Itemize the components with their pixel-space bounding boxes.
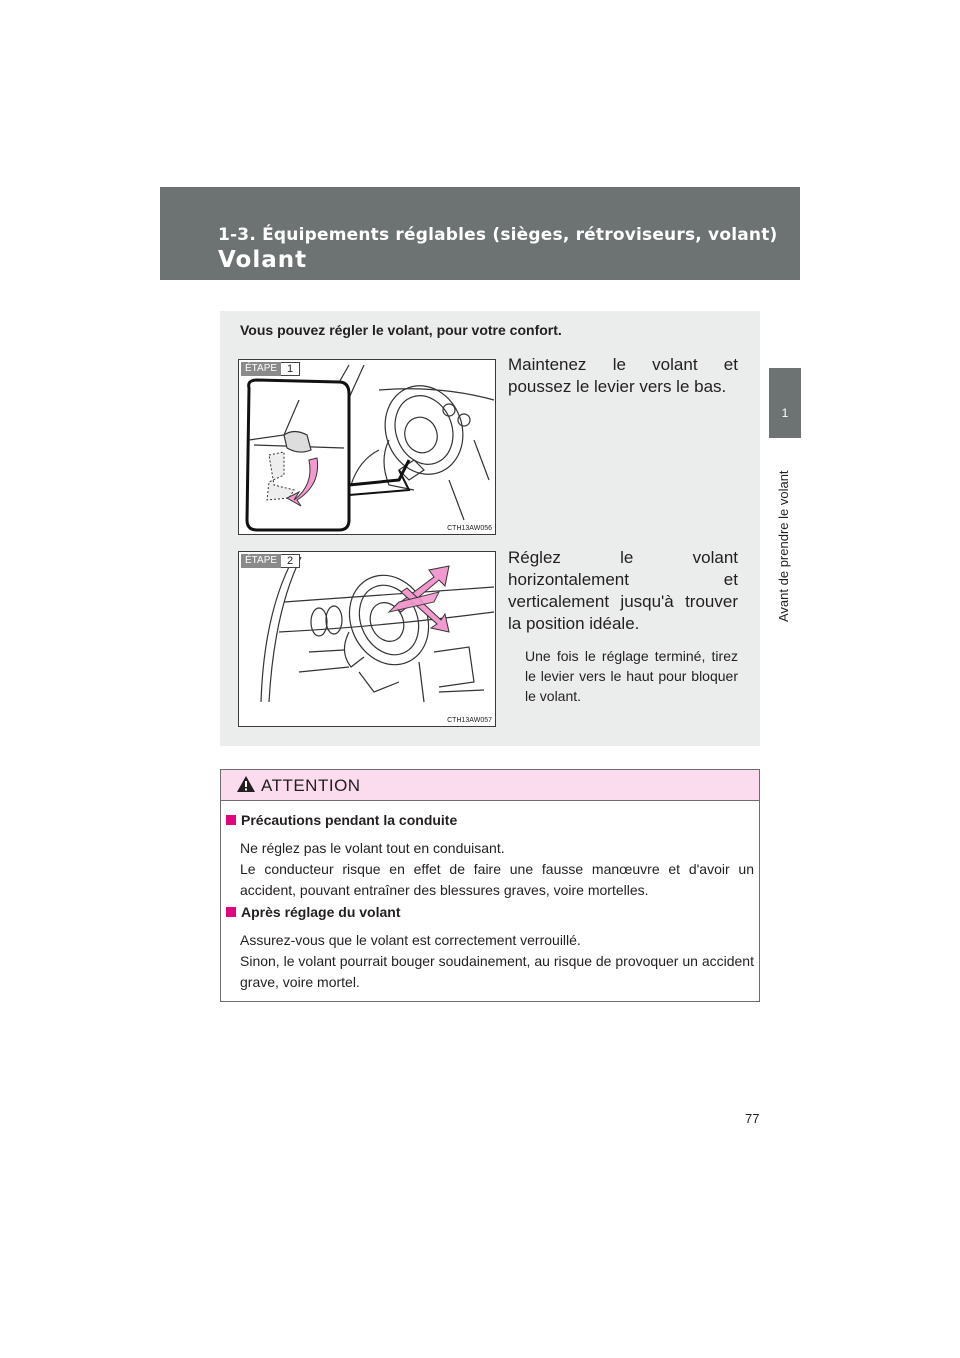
step-2-note: Une fois le réglage terminé, tirez le levier vers le haut pour bloquer le volant. bbox=[525, 648, 738, 704]
steering-adjust-illustration bbox=[239, 552, 495, 726]
warning-heading bbox=[226, 812, 457, 828]
chapter-label: Avant de prendre le volant bbox=[776, 470, 791, 622]
step-badge-number: 1 bbox=[281, 362, 300, 376]
warning-heading-text: Précautions pendant la conduite bbox=[241, 812, 458, 828]
warning-paragraph: Le conducteur risque en effet de faire une fausse manœuvre et d'avoir un accident, pouvant entraîner des blessures graves, voire mortelles. bbox=[240, 861, 754, 898]
chapter-number: 1 bbox=[781, 406, 789, 420]
warning-header bbox=[221, 770, 759, 801]
warning-box bbox=[220, 769, 760, 1002]
step-badge-1 bbox=[241, 362, 300, 376]
step-badge-label: ÉTAPE bbox=[241, 554, 281, 568]
warning-triangle-icon bbox=[236, 775, 256, 793]
figure-code: CTH13AW057 bbox=[447, 717, 492, 724]
section-title: 1-3. Équipements réglables (sièges, rétroviseurs, volant) bbox=[218, 225, 778, 245]
page-title: Volant bbox=[218, 247, 308, 273]
warning-heading-text: Après réglage du volant bbox=[241, 904, 401, 920]
step-1-text: Maintenez le volant et poussez le levier vers le bas. bbox=[508, 355, 738, 396]
warning-paragraph: Sinon, le volant pourrait bouger soudainement, au risque de provoquer un accident grave, voire mortel. bbox=[240, 953, 754, 990]
warning-title: ATTENTION bbox=[261, 776, 361, 795]
figure-code: CTH13AW056 bbox=[447, 525, 492, 532]
figure-step-2 bbox=[238, 551, 496, 727]
step-badge-number: 2 bbox=[281, 554, 300, 568]
warning-paragraph: Assurez-vous que le volant est correctement verrouillé. bbox=[240, 932, 581, 948]
bullet-square-icon bbox=[226, 815, 236, 825]
warning-paragraph: Ne réglez pas le volant tout en conduisant. bbox=[240, 840, 505, 856]
chapter-tab bbox=[769, 368, 801, 438]
section-header bbox=[160, 187, 800, 280]
step-2-text: Réglez le volant horizontalement et verticalement jusqu'à trouver la position idéale. bbox=[508, 548, 738, 633]
bullet-square-icon bbox=[226, 907, 236, 917]
warning-heading bbox=[226, 904, 400, 920]
page-number: 77 bbox=[745, 1111, 760, 1126]
figure-step-1 bbox=[238, 359, 496, 535]
step-badge-label: ÉTAPE bbox=[241, 362, 281, 376]
intro-text: Vous pouvez régler le volant, pour votre confort. bbox=[240, 322, 562, 338]
step-badge-2 bbox=[241, 554, 300, 568]
steering-lever-illustration bbox=[239, 360, 495, 534]
